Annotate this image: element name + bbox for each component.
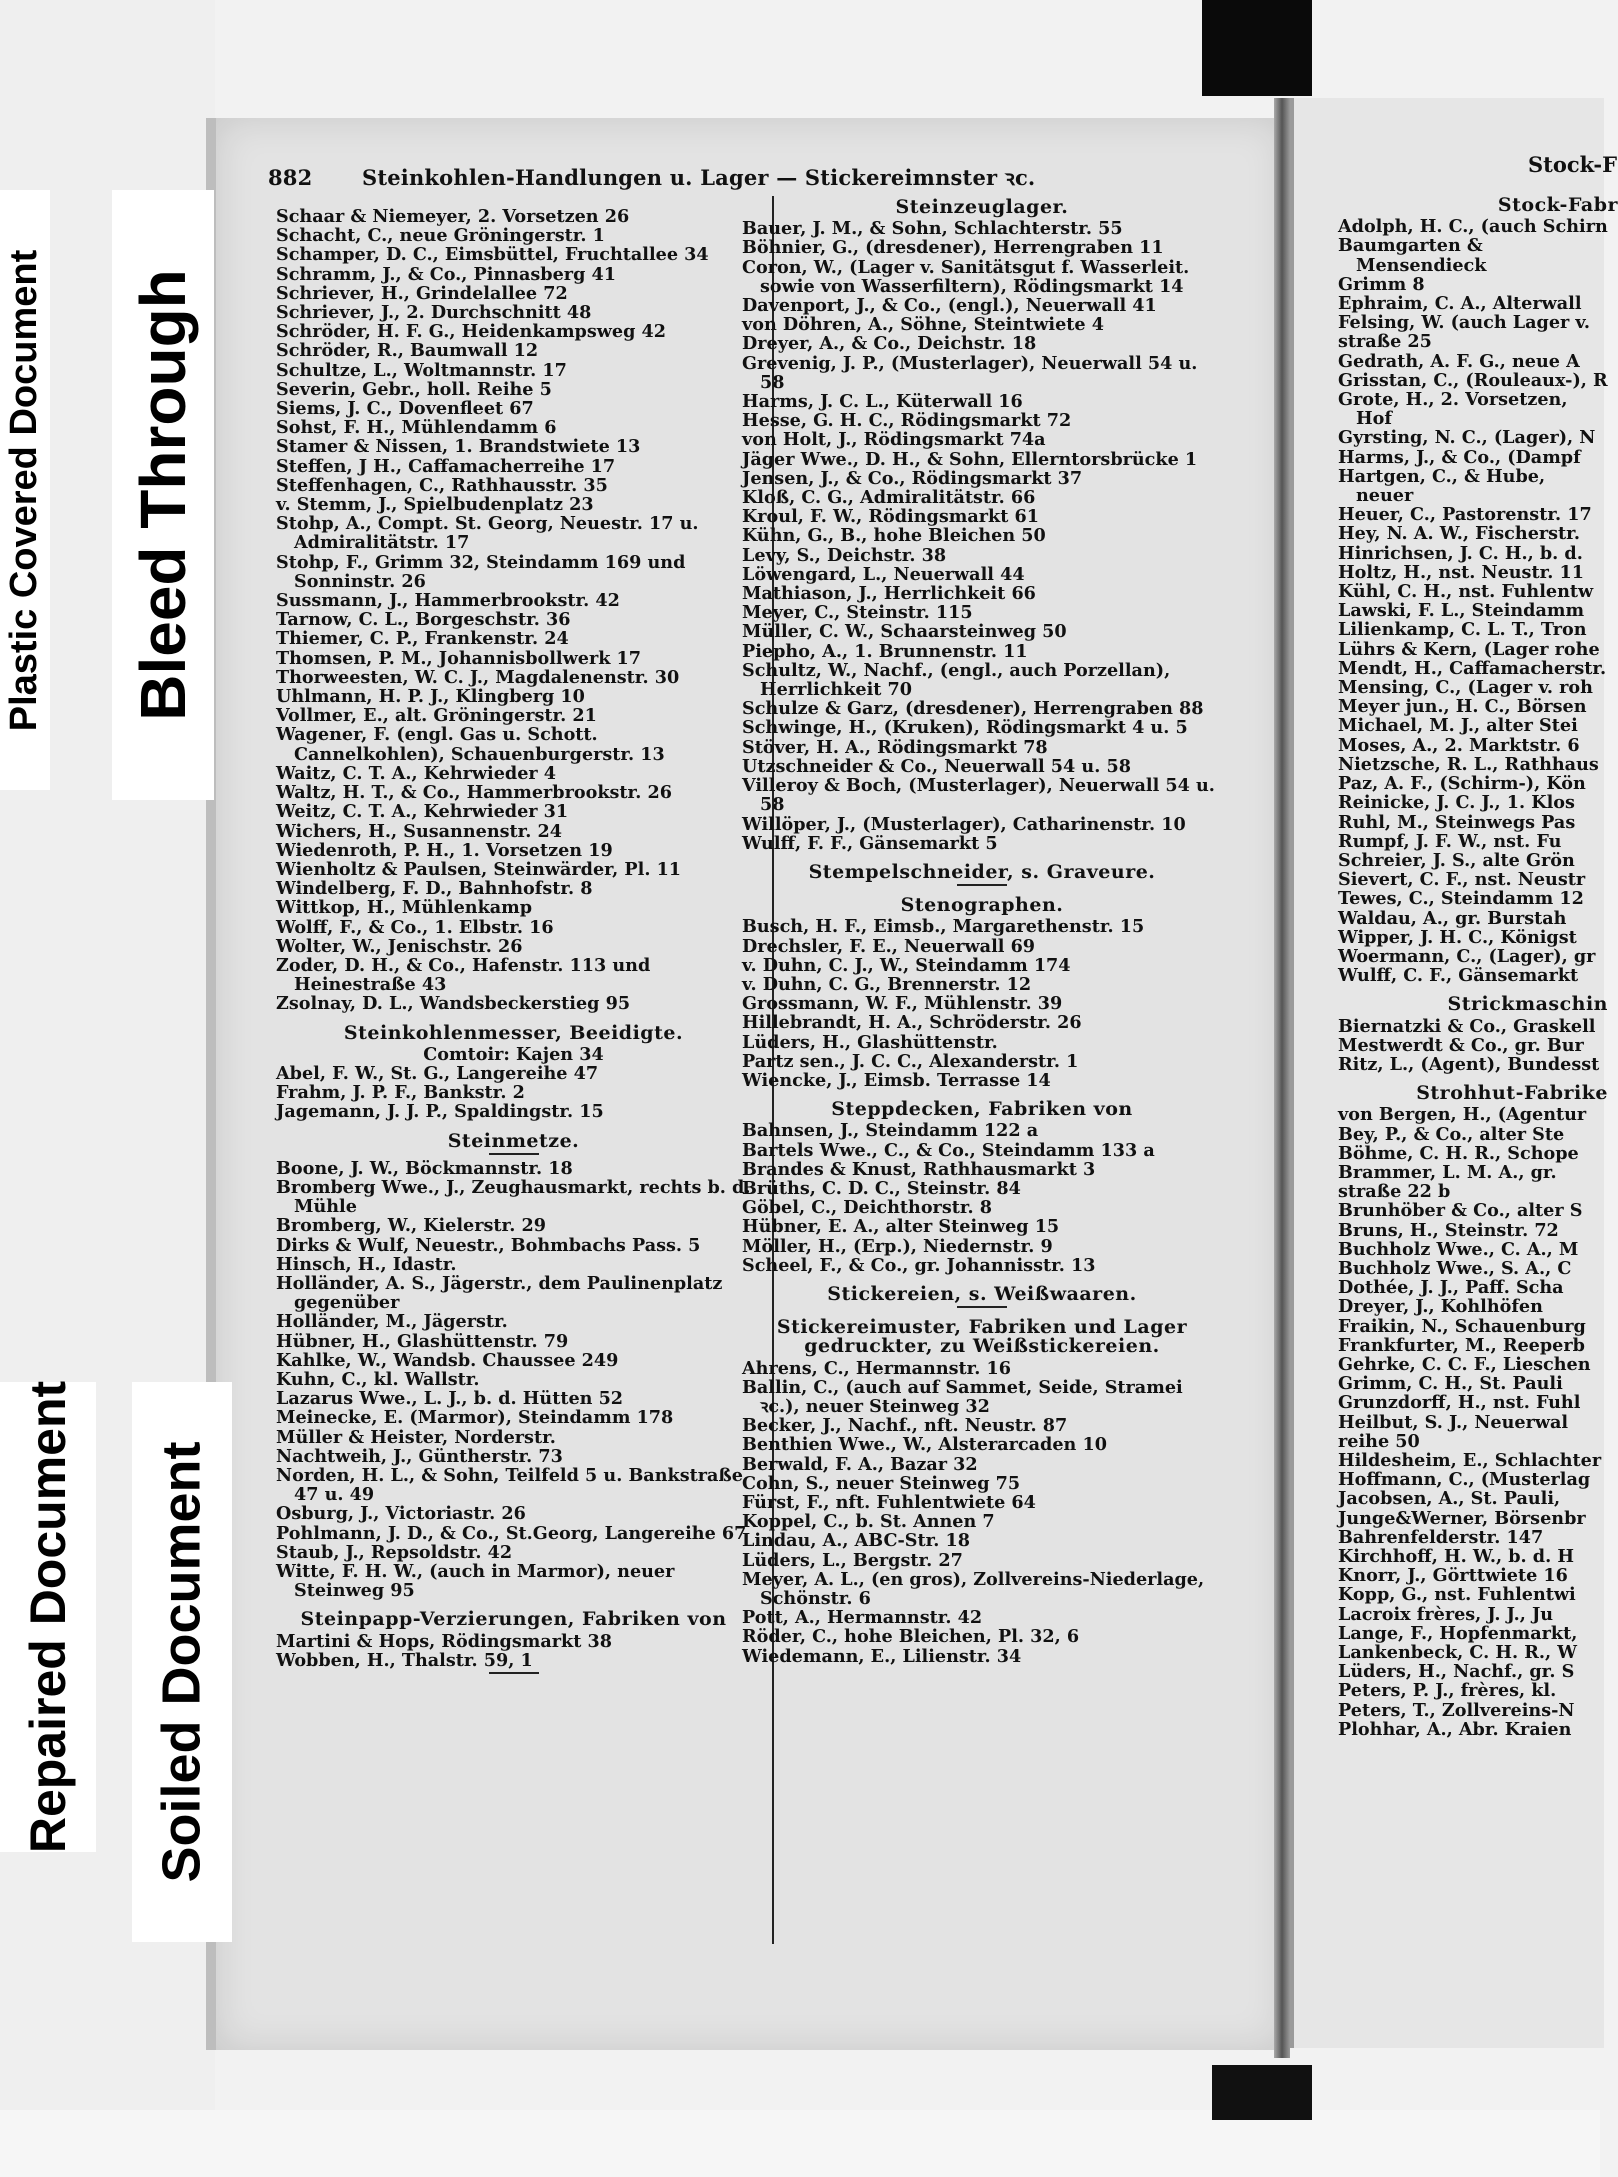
list-item: Bromberg, W., Kielerstr. 29 [276, 1215, 546, 1237]
section-heading-steinmetze: Steinmetze. [447, 1129, 580, 1152]
page-header [268, 164, 1036, 192]
list-item: Müller, C. W., Schaarsteinweg 50 [742, 621, 1067, 643]
list-item: Bromberg Wwe., J., Zeughausmarkt, rechts b. d. Mühle [276, 1176, 751, 1218]
list-item: Bruns, H., Steinstr. 72 [1338, 1219, 1559, 1241]
list-item: Meyer, C., Steinstr. 115 [742, 602, 973, 624]
list-item: Willöper, J., (Musterlager), Catharinenstr. 10 [742, 813, 1186, 835]
bottom-margin-area [0, 2110, 1600, 2177]
list-item: Peters, T., Zollvereins-N [1338, 1699, 1575, 1721]
list-item: Moses, A., 2. Marktstr. 6 [1338, 734, 1580, 756]
list-item: Mendt, H., Caffamacherstr. [1338, 657, 1607, 679]
list-item: Uhlmann, H. P. J., Klingberg 10 [276, 686, 585, 708]
list-item: Gehrke, C. C. F., Lieschen [1338, 1353, 1591, 1375]
list-item: v. Duhn, C. J., W., Steindamm 174 [742, 954, 1071, 976]
list-item: Jacobsen, A., St. Pauli, [1338, 1488, 1561, 1510]
list-item: von Holt, J., Rödingsmarkt 74a [742, 429, 1046, 451]
section-heading-stickereien: Stickereien, s. Weißwaaren. [827, 1282, 1137, 1305]
list-item: Schröder, H. F. G., Heidenkampsweg 42 [276, 321, 667, 343]
list-item: Jäger Wwe., D. H., & Sohn, Ellerntorsbrücke 1 [742, 448, 1198, 470]
list-item: Witte, F. H. W., (auch in Marmor), neuer Steinweg 95 [276, 1561, 675, 1602]
list-item: Zsolnay, D. L., Wandsbeckerstieg 95 [276, 993, 631, 1015]
list-item: Lankenbeck, C. H. R., W [1338, 1642, 1577, 1664]
list-item: Meyer, A. L., (en gros), Zollvereins-Niederlage, Schönstr. 6 [742, 1568, 1205, 1610]
list-item: Löwengard, L., Neuerwall 44 [742, 563, 1025, 585]
label-bleed-text: Bleed Through [127, 269, 199, 721]
list-item: Brüths, C. D. C., Steinstr. 84 [742, 1177, 1021, 1199]
list-steppdecken [742, 1121, 1222, 1275]
list-item: Dreyer, J., Kohlhöfen [1338, 1296, 1543, 1318]
list-item: Schwinge, H., (Kruken), Rödingsmarkt 4 u. 5 [742, 717, 1188, 739]
list-item: Steffenhagen, C., Rathhausstr. 35 [276, 474, 608, 496]
list-item: Schamper, D. C., Eimsbüttel, Fruchtallee 34 [276, 244, 709, 266]
section-heading-strickmaschinen: Strickmaschin [1447, 993, 1608, 1016]
list-item: Grisstan, C., (Rouleaux-), R [1338, 369, 1608, 391]
list-item: Felsing, W. (auch Lager v. [1338, 312, 1590, 334]
list-item: Davenport, J., & Co., (engl.), Neuerwall 41 [742, 295, 1157, 317]
list-item: Grimm, C. H., St. Pauli [1338, 1373, 1563, 1395]
list-item: Lührs & Kern, (Lager rohe [1338, 638, 1600, 660]
list-item: Hey, N. A. W., Fischerstr. [1338, 523, 1580, 545]
list-item: Lazarus Wwe., L. J., b. d. Hütten 52 [276, 1388, 624, 1410]
section-heading-stickereimuster: Stickereimuster, Fabriken und Lager gedruckter, zu Weißstickereien. [776, 1316, 1188, 1358]
list-item: Hinsch, H., Idastr. [276, 1253, 457, 1275]
label-plastic-covered [0, 190, 50, 790]
list-item: Sohst, F. H., Mühlendamm 6 [276, 417, 557, 439]
label-repaired-text: Repaired Document [20, 1380, 77, 1854]
list-item: Heuer, C., Pastorenstr. 17 [1338, 504, 1592, 526]
label-soiled-text: Soiled Document [152, 1441, 213, 1883]
list-item: Grevenig, J. P., (Musterlager), Neuerwall 54 u. 58 [742, 352, 1198, 393]
list-item: Schultze, L., Woltmannstr. 17 [276, 359, 567, 381]
list-item: Bartels Wwe., C., & Co., Steindamm 133 a [742, 1139, 1155, 1161]
section-rule [957, 884, 1007, 886]
label-repaired [0, 1382, 96, 1852]
list-item: Wiedemann, E., Lilienstr. 34 [742, 1645, 1022, 1667]
list-item: Waldau, A., gr. Burstah [1338, 907, 1567, 929]
list-item: Ephraim, C. A., Alterwall [1338, 293, 1582, 315]
section-rule [957, 1306, 1007, 1308]
list-item: Dreyer, A., & Co., Deichstr. 18 [742, 333, 1037, 355]
list-item: Wittkop, H., Mühlenkamp [276, 897, 533, 919]
list-steinmetze [276, 1159, 751, 1601]
list-steinkohlenmesser [276, 1064, 751, 1122]
section-heading-stempelschneider: Stempelschneider, s. Graveure. [808, 860, 1156, 883]
list-item: Waitz, C. T. A., Kehrwieder 4 [276, 762, 557, 784]
list-item: Jensen, J., & Co., Rödingsmarkt 37 [742, 467, 1083, 489]
list-item: Zoder, D. H., & Co., Hafenstr. 113 und Heinestraße 43 [276, 954, 651, 996]
list-item: Gedrath, A. F. G., neue A [1338, 350, 1580, 372]
list-item: Gyrsting, N. C., (Lager), N [1338, 427, 1596, 449]
list-item: Böhnier, G., (dresdener), Herrengraben 11 [742, 237, 1164, 259]
list-item: Wulff, F. F., Gänsemarkt 5 [742, 832, 998, 854]
list-item: Wolter, W., Jenischstr. 26 [276, 935, 523, 957]
list-item: Woermann, C., (Lager), gr [1338, 945, 1596, 967]
list-stenographen [742, 917, 1222, 1090]
section-rule [489, 1672, 539, 1674]
list-item: Holländer, M., Jägerstr. [276, 1311, 508, 1333]
list-item: Abel, F. W., St. G., Langereihe 47 [276, 1062, 599, 1084]
list-item: Bahnsen, J., Steindamm 122 a [742, 1120, 1039, 1142]
list-item: Lacroix frères, J. J., Ju [1338, 1603, 1554, 1625]
list-item: Brunhöber & Co., alter S [1338, 1200, 1583, 1222]
section-heading-steppdecken: Steppdecken, Fabriken von [831, 1098, 1133, 1121]
list-item: Pohlmann, J. D., & Co., St.Georg, Langereihe 67 [276, 1522, 747, 1544]
list-item: Brandes & Knust, Rathhausmarkt 3 [742, 1158, 1096, 1180]
list-item: Stohp, A., Compt. St. Georg, Neuestr. 17 u. Admiralitätstr. 17 [276, 513, 699, 554]
list-item: Jagemann, J. J. P., Spaldingstr. 15 [276, 1101, 604, 1123]
list-item: Holländer, A. S., Jägerstr., dem Paulinenplatz gegenüber [276, 1272, 723, 1314]
list-item: Siems, J. C., Dovenfleet 67 [276, 398, 534, 420]
list-item: Harms, J., & Co., (Dampf [1338, 446, 1581, 468]
list-item: Adolph, H. C., (auch Schirn [1338, 216, 1608, 238]
column-a [276, 207, 751, 1678]
list-item: Peters, P. J., frères, kl. [1338, 1680, 1557, 1702]
list-item: Wagener, F. (engl. Gas u. Schott. Cannelkohlen), Schauenburgerstr. 13 [276, 724, 665, 765]
list-steinkohlen [276, 207, 751, 1014]
list-item: Kühl, C. H., nst. Fuhlentw [1338, 581, 1594, 603]
list-item: Ritz, L., (Agent), Bundesst [1338, 1053, 1600, 1075]
list-item: Schriever, J., 2. Durchschnitt 48 [276, 302, 592, 324]
list-item: Wiedenroth, P. H., 1. Vorsetzen 19 [276, 839, 613, 861]
section-heading-stock: Stock-Fabr [1497, 194, 1618, 216]
list-item: Thomsen, P. M., Johannisbollwerk 17 [276, 647, 642, 669]
list-item: Hesse, G. H. C., Rödingsmarkt 72 [742, 410, 1072, 432]
list-item: Schreier, J. S., alte Grön [1338, 849, 1575, 871]
list-item: Frahm, J. P. F., Bankstr. 2 [276, 1082, 525, 1104]
label-plastic-text: Plastic Covered Document [3, 249, 46, 731]
list-item: Buchholz Wwe., C. A., M [1338, 1238, 1579, 1260]
list-item: Paz, A. F., (Schirm-), Kön [1338, 773, 1586, 795]
label-soiled [132, 1382, 232, 1942]
book-spine [1274, 98, 1290, 2058]
list-strickmaschinen [1338, 1017, 1608, 1075]
list-item: Grunzdorff, H., nst. Fuhl [1338, 1392, 1581, 1414]
list-item: Kloß, C. G., Admiralitätstr. 66 [742, 487, 1036, 509]
list-item: Benthien Wwe., W., Alsterarcaden 10 [742, 1434, 1107, 1456]
list-item: Hübner, H., Glashüttenstr. 79 [276, 1330, 569, 1352]
list-item: Schriever, H., Grindelallee 72 [276, 282, 568, 304]
list-item: Müller & Heister, Norderstr. [276, 1426, 556, 1448]
list-steinzeuglager [742, 219, 1222, 853]
label-bleed-through [112, 190, 214, 800]
list-item: Dirks & Wulf, Neuestr., Bohmbachs Pass. 5 [276, 1234, 701, 1256]
list-item: Lüders, H., Glashüttenstr. [742, 1031, 998, 1053]
list-item: Stamer & Nissen, 1. Brandstwiete 13 [276, 436, 641, 458]
page-number: 882 [268, 165, 313, 190]
section-heading-steinkohlenmesser: Steinkohlenmesser, Beeidigte. [343, 1021, 684, 1044]
list-item: Wichers, H., Susannenstr. 24 [276, 820, 563, 842]
list-item: Piepho, A., 1. Brunnenstr. 11 [742, 640, 1028, 662]
list-item: Weitz, C. T. A., Kehrwieder 31 [276, 801, 569, 823]
list-item: Heilbut, S. J., Neuerwal [1338, 1411, 1569, 1433]
list-item: Mestwerdt & Co., gr. Bur [1338, 1034, 1584, 1056]
list-item: reihe 50 [1338, 1430, 1420, 1452]
list-item: Becker, J., Nachf., nft. Neustr. 87 [742, 1415, 1068, 1437]
list-item: Staub, J., Repsoldstr. 42 [276, 1541, 513, 1563]
list-stickereimuster [742, 1359, 1222, 1666]
list-item: Junge&Werner, Börsenbr [1338, 1507, 1586, 1529]
list-item: Wulff, C. F., Gänsemarkt [1338, 965, 1579, 987]
list-item: Kirchhoff, H. W., b. d. H [1338, 1546, 1574, 1568]
list-item: Partz sen., J. C. C., Alexanderstr. 1 [742, 1050, 1079, 1072]
list-item: Meyer jun., H. C., Börsen [1338, 696, 1587, 718]
list-item: Martini & Hops, Rödingsmarkt 38 [276, 1630, 612, 1652]
list-item: Schulze & Garz, (dresdener), Herrengraben 88 [742, 698, 1204, 720]
list-item: Plohhar, A., Abr. Kraien [1338, 1718, 1572, 1740]
list-item: Ruhl, M., Steinwegs Pas [1338, 811, 1576, 833]
section-subheading-comtoir: Comtoir: Kajen 34 [423, 1043, 604, 1065]
list-item: Waltz, H. T., & Co., Hammerbrookstr. 26 [276, 782, 672, 804]
list-item: Mensing, C., (Lager v. roh [1338, 677, 1593, 699]
list-item: Fürst, F., nft. Fuhlentwiete 64 [742, 1492, 1036, 1513]
list-item: von Döhren, A., Söhne, Steintwiete 4 [742, 314, 1104, 336]
list-item: Buchholz Wwe., S. A., C [1338, 1257, 1572, 1279]
list-item: Lüders, H., Nachf., gr. S [1338, 1661, 1575, 1683]
list-item: Windelberg, F. D., Bahnhofstr. 8 [276, 878, 593, 900]
list-item: Steffen, J H., Caffamacherreihe 17 [276, 455, 616, 477]
binder-clip-top [1202, 0, 1312, 96]
list-item: Bahrenfelderstr. 147 [1338, 1526, 1544, 1548]
list-item: Möller, H., (Erp.), Niedernstr. 9 [742, 1235, 1053, 1257]
section-heading-stenographen: Stenographen. [900, 894, 1064, 917]
list-item: Severin, Gebr., holl. Reihe 5 [276, 378, 552, 400]
list-item: Brammer, L. M. A., gr. [1338, 1161, 1557, 1183]
list-item: Stohp, F., Grimm 32, Steindamm 169 und Sonninstr. 26 [276, 551, 686, 592]
list-item: v. Stemm, J., Spielbudenplatz 23 [276, 494, 594, 516]
list-item: Levy, S., Deichstr. 38 [742, 544, 947, 566]
list-item: Nietzsche, R. L., Rathhaus [1338, 753, 1599, 775]
list-item: Stöver, H. A., Rödingsmarkt 78 [742, 736, 1048, 758]
list-item: Lange, F., Hopfenmarkt, [1338, 1622, 1578, 1644]
list-item: Grimm 8 [1338, 273, 1425, 295]
list-item: Pott, A., Hermannstr. 42 [742, 1607, 983, 1629]
section-heading-steinzeuglager: Steinzeuglager. [895, 196, 1069, 218]
list-item: Hoffmann, C., (Musterlag [1338, 1469, 1591, 1491]
list-item: Rumpf, J. F. W., nst. Fu [1338, 830, 1562, 852]
list-item: Schultz, W., Nachf., (engl., auch Porzellan), Herrlichkeit 70 [742, 659, 1171, 701]
list-item: Hinrichsen, J. C. H., b. d. [1338, 542, 1583, 564]
section-heading-strohhut: Strohhut-Fabrike [1416, 1082, 1608, 1105]
list-item: Drechsler, F. E., Neuerwall 69 [742, 935, 1036, 957]
list-item: Biernatzki & Co., Graskell [1338, 1015, 1596, 1037]
list-item: Kahlke, W., Wandsb. Chaussee 249 [276, 1349, 619, 1371]
list-item: Schramm, J., & Co., Pinnasberg 41 [276, 263, 616, 285]
list-item: Hartgen, C., & Hube, neuer [1338, 465, 1546, 507]
list-item: Ballin, C., (auch auf Sammet, Seide, Stramei ꝛc.), neuer Steinweg 32 [742, 1376, 1183, 1417]
list-item: Grossmann, W. F., Mühlenstr. 39 [742, 993, 1063, 1015]
list-item: Wipper, J. H. C., Königst [1338, 926, 1577, 948]
list-item: Dothée, J. J., Paff. Scha [1338, 1277, 1564, 1299]
list-item: Hübner, E. A., alter Steinweg 15 [742, 1216, 1060, 1238]
list-item: Meinecke, E. (Marmor), Steindamm 178 [276, 1407, 674, 1429]
list-item: Vollmer, E., alt. Gröningerstr. 21 [276, 705, 597, 727]
list-item: Ahrens, C., Hermannstr. 16 [742, 1357, 1012, 1379]
list-item: von Bergen, H., (Agentur [1338, 1104, 1587, 1126]
list-item: Hildesheim, E., Schlachter [1338, 1450, 1602, 1471]
list-item: Lawski, F. L., Steindamm [1338, 600, 1585, 622]
list-item: straße 25 [1338, 331, 1432, 353]
list-item: Frankfurter, M., Reeperb [1338, 1334, 1585, 1356]
list-item: Schacht, C., neue Gröningerstr. 1 [276, 225, 605, 247]
binder-clip-bottom [1212, 2065, 1312, 2120]
list-item: v. Duhn, C. G., Brennerstr. 12 [742, 973, 1032, 995]
list-item: Reinicke, J. C. J., 1. Klos [1338, 792, 1575, 814]
list-item: Michael, M. J., alter Stei [1338, 715, 1578, 737]
list-item: Lüders, L., Bergstr. 27 [742, 1549, 963, 1571]
list-item: Scheel, F., & Co., gr. Johannisstr. 13 [742, 1254, 1096, 1276]
list-item: Röder, C., hohe Bleichen, Pl. 32, 6 [742, 1626, 1080, 1648]
list-strohhut [1338, 1105, 1608, 1739]
list-stock [1338, 217, 1608, 985]
list-item: Mathiason, J., Herrlichkeit 66 [742, 583, 1036, 605]
list-item: Schaar & Niemeyer, 2. Vorsetzen 26 [276, 206, 630, 227]
column-b [742, 198, 1222, 1666]
list-item: Bauer, J. M., & Sohn, Schlachterstr. 55 [742, 218, 1123, 240]
list-item: Utzschneider & Co., Neuerwall 54 u. 58 [742, 755, 1131, 777]
list-item: Wiencke, J., Eimsb. Terrasse 14 [742, 1069, 1051, 1091]
list-item: Sussmann, J., Hammerbrookstr. 42 [276, 590, 620, 612]
list-item: Grote, H., 2. Vorsetzen, Hof [1338, 389, 1568, 430]
list-item: Osburg, J., Victoriastr. 26 [276, 1503, 526, 1525]
list-item: Tarnow, C. L., Borgeschstr. 36 [276, 609, 571, 631]
list-item: straße 22 b [1338, 1181, 1451, 1203]
list-item: Coron, W., (Lager v. Sanitätsgut f. Wasserleit. sowie von Wasserfiltern), Rödingsmarkt 14 [742, 256, 1190, 297]
list-item: Busch, H. F., Eimsb., Margarethenstr. 15 [742, 916, 1145, 938]
list-item: Villeroy & Boch, (Musterlager), Neuerwall 54 u. 58 [742, 775, 1215, 816]
list-item: Göbel, C., Deichthorstr. 8 [742, 1197, 992, 1219]
list-item: Hillebrandt, H. A., Schröderstr. 26 [742, 1012, 1082, 1034]
list-item: Thorweesten, W. C. J., Magdalenenstr. 30 [276, 666, 680, 688]
list-item: Boone, J. W., Böckmannstr. 18 [276, 1157, 573, 1179]
list-item: Berwald, F. A., Bazar 32 [742, 1453, 978, 1475]
list-item: Tewes, C., Steindamm 12 [1338, 888, 1584, 910]
list-item: Bey, P., & Co., alter Ste [1338, 1123, 1565, 1145]
right-page-header: Stock-F [1528, 152, 1617, 177]
page-title: Steinkohlen-Handlungen u. Lager — Stickereimnster ꝛc. [361, 165, 1036, 190]
list-item: Sievert, C. F., nst. Neustr [1338, 869, 1586, 891]
section-rule [489, 1153, 539, 1155]
list-item: Thiemer, C. P., Frankenstr. 24 [276, 628, 569, 650]
list-item: Kuhn, C., kl. Wallstr. [276, 1368, 480, 1390]
list-item: Harms, J. C. L., Küterwall 16 [742, 391, 1023, 413]
list-item: Lindau, A., ABC-Str. 18 [742, 1530, 970, 1552]
list-item: Wobben, H., Thalstr. 59, 1 [276, 1649, 533, 1671]
list-item: Böhme, C. H. R., Schope [1338, 1142, 1579, 1164]
list-item: Schröder, R., Baumwall 12 [276, 340, 539, 362]
list-item: Wolff, F., & Co., 1. Elbstr. 16 [276, 916, 554, 938]
list-item: Baumgarten & Mensendieck [1338, 235, 1487, 276]
list-item: Nachtweih, J., Güntherstr. 73 [276, 1445, 563, 1467]
list-item: Norden, H. L., & Sohn, Teilfeld 5 u. Bankstraße 47 u. 49 [276, 1465, 743, 1506]
list-item: Cohn, S., neuer Steinweg 75 [742, 1472, 1021, 1494]
list-item: Lilienkamp, C. L. T., Tron [1338, 619, 1587, 641]
list-item: Koppel, C., b. St. Annen 7 [742, 1511, 995, 1533]
list-item: Holtz, H., nst. Neustr. 11 [1338, 561, 1584, 583]
list-item: Fraikin, N., Schauenburg [1338, 1315, 1586, 1337]
list-steinpapp [276, 1632, 751, 1670]
list-item: Kühn, G., B., hohe Bleichen 50 [742, 525, 1046, 547]
column-c [1338, 194, 1618, 1740]
list-item: Knorr, J., Görttwiete 16 [1338, 1565, 1568, 1587]
section-heading-steinpapp: Steinpapp-Verzierungen, Fabriken von [300, 1608, 727, 1631]
list-item: Wienholtz & Paulsen, Steinwärder, Pl. 11 [276, 858, 682, 880]
list-item: Kopp, G., nst. Fuhlentwi [1338, 1584, 1576, 1606]
list-item: Kroul, F. W., Rödingsmarkt 61 [742, 506, 1039, 528]
